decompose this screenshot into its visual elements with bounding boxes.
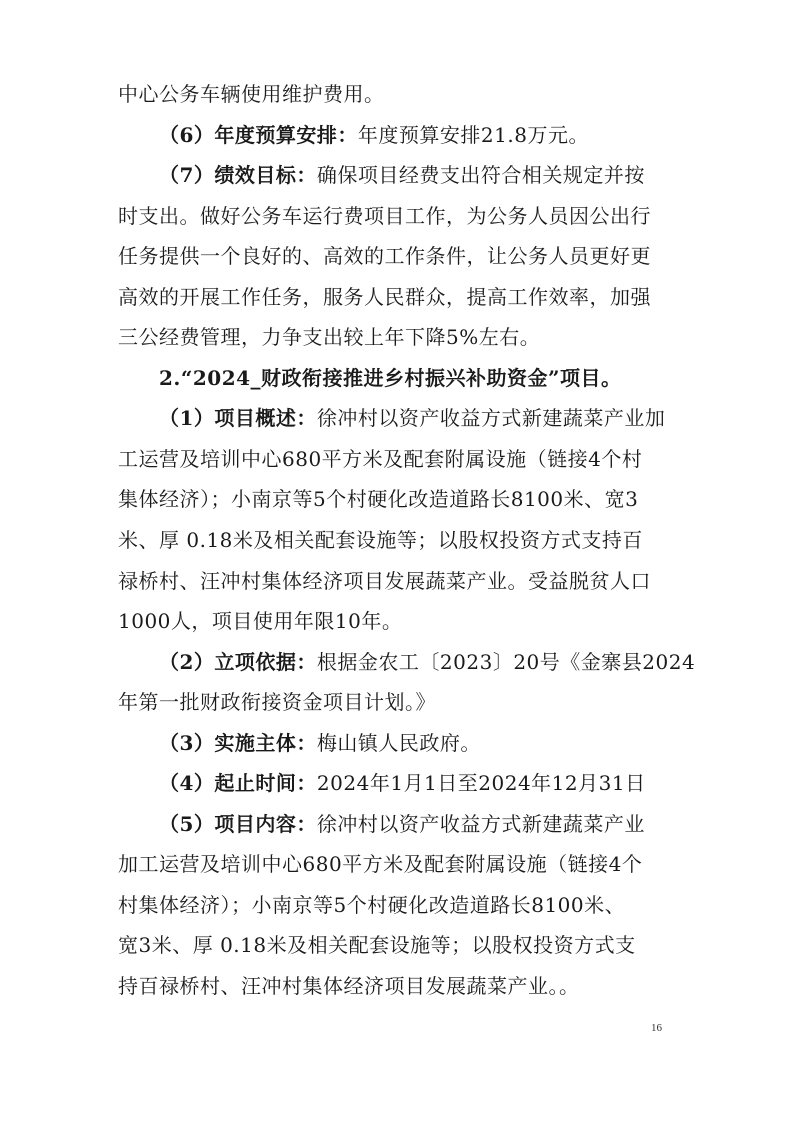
text-line (118, 567, 651, 595)
text-line (118, 931, 636, 959)
line-text: 持百禄桥村、汪冲村集体经济项目发展蔬菜产业。。 (118, 974, 580, 998)
line-text: 村集体经济）；小南京等5个村硬化改造道路长8100米、 (118, 893, 626, 917)
text-line (118, 972, 580, 1000)
line-text: 任务提供一个良好的、高效的工作条件，让公务人员更好更 (118, 244, 651, 268)
line-text: 米、厚 0.18米及相关配套设施等；以股权投资方式支持百 (118, 528, 643, 552)
text-line (118, 323, 540, 351)
text-line (118, 891, 625, 919)
text-line (118, 445, 642, 473)
text-line (159, 729, 481, 757)
line-text: 工运营及培训中心680平方米及配套附属设施（链接4个村 (118, 447, 643, 471)
line-label: （2）立项依据： (159, 650, 317, 674)
line-text: 徐冲村以资产收益方式新建蔬菜产业加 (316, 406, 666, 430)
line-label: （6）年度预算安排： (159, 123, 358, 147)
text-line (159, 810, 645, 838)
line-text: 徐冲村以资产收益方式新建蔬菜产业 (316, 812, 645, 836)
line-text: 2024年1月1日至2024年12月31日 (316, 771, 646, 795)
line-text: 1000人，项目使用年限10年。 (118, 609, 403, 633)
text-line (159, 121, 589, 149)
text-line (159, 404, 665, 432)
text-line (118, 850, 642, 878)
line-label: （3）实施主体： (159, 731, 317, 755)
text-line (159, 161, 645, 189)
line-text: 宽3米、厚 0.18米及相关配套设施等；以股权投资方式支 (118, 933, 636, 957)
line-text: 中心公务车辆使用维护费用。 (118, 82, 385, 106)
text-line (118, 202, 651, 230)
line-label: （1）项目概述： (159, 406, 317, 430)
text-line (118, 607, 402, 635)
page-number: 16 (651, 1022, 662, 1034)
line-text: 集体经济）；小南京等5个村硬化改造道路长8100米、宽3 (118, 487, 639, 511)
line-label: （5）项目内容： (159, 812, 317, 836)
text-line (118, 80, 385, 108)
line-text: 年第一批财政衔接资金项目计划。》 (118, 690, 436, 714)
line-text: 加工运营及培训中心680平方米及配套附属设施（链接4个 (118, 852, 643, 876)
section-heading (159, 364, 622, 392)
line-text: 禄桥村、汪冲村集体经济项目发展蔬菜产业。受益脱贫人口 (118, 569, 651, 593)
line-text: 三公经费管理，力争支出较上年下降5%左右。 (118, 325, 541, 349)
line-label: （4）起止时间： (159, 771, 317, 795)
text-line (118, 283, 651, 311)
line-text: 年度预算安排21.8万元。 (357, 123, 589, 147)
line-label: （7）绩效目标： (159, 163, 317, 187)
text-line (159, 769, 646, 797)
line-label: 2.“2024_财政衔接推进乡村振兴补助资金”项目。 (159, 366, 622, 390)
text-line (118, 485, 638, 513)
line-text: 高效的开展工作任务，服务人民群众，提高工作效率，加强 (118, 285, 651, 309)
text-line (118, 688, 436, 716)
line-text: 时支出。做好公务车运行费项目工作，为公务人员因公出行 (118, 204, 651, 228)
line-text: 根据金农工〔2023〕20号《金寨县2024 (316, 650, 696, 674)
text-line (159, 648, 695, 676)
text-line (118, 526, 643, 554)
line-text: 确保项目经费支出符合相关规定并按 (316, 163, 645, 187)
line-text: 梅山镇人民政府。 (316, 731, 481, 755)
text-line (118, 242, 651, 270)
